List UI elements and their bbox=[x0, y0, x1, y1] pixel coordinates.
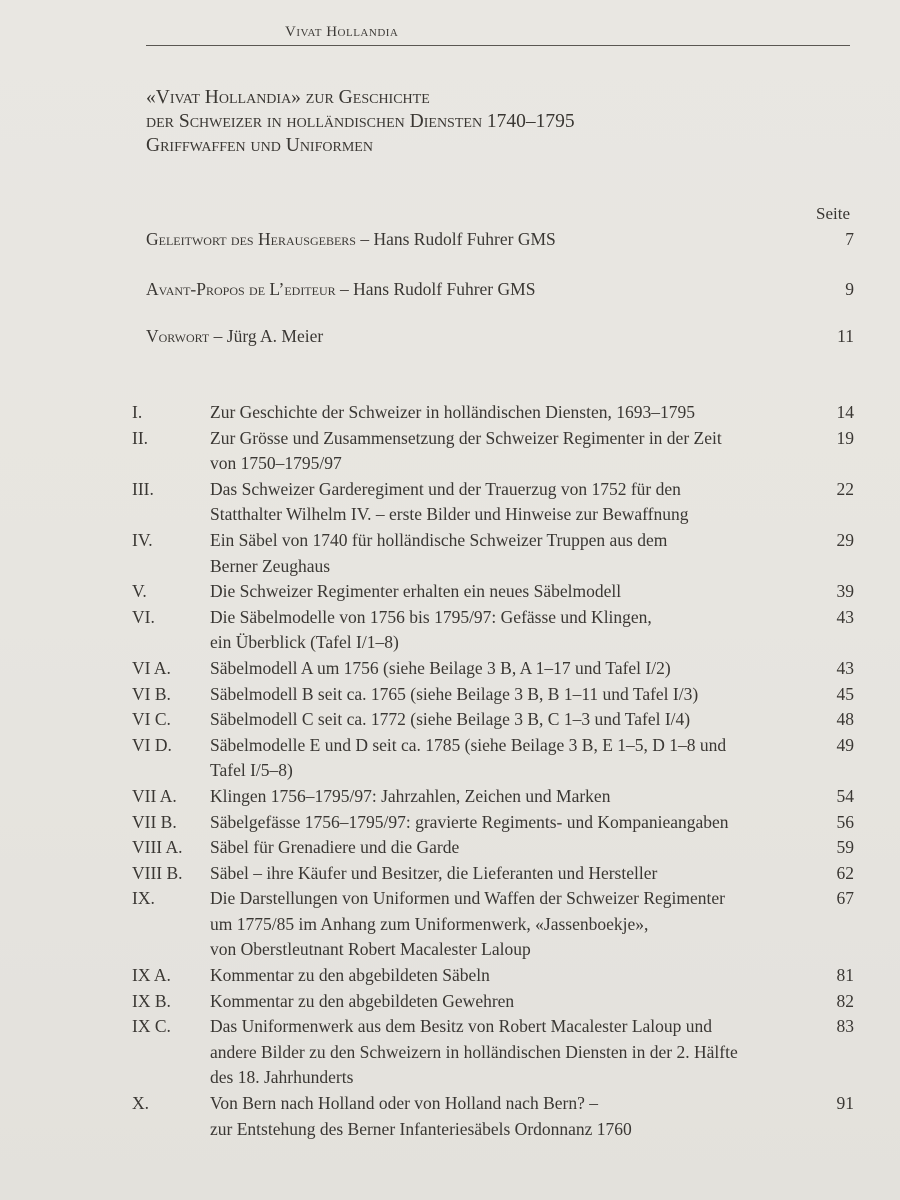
chapter-number: III. bbox=[132, 478, 154, 499]
page-number: 19 bbox=[836, 427, 854, 448]
chapter-number: VI A. bbox=[132, 657, 171, 678]
chapter-title bbox=[210, 1091, 814, 1142]
chapter-number: VIII B. bbox=[132, 862, 183, 883]
page-number: 43 bbox=[836, 606, 854, 627]
front-matter-author: – Hans Rudolf Fuhrer GMS bbox=[335, 279, 536, 299]
page-number: 29 bbox=[836, 529, 854, 550]
page-number: 43 bbox=[836, 657, 854, 678]
chapter-title-line: Berner Zeughaus bbox=[210, 555, 331, 576]
page-number: 62 bbox=[836, 862, 854, 883]
toc-entry bbox=[132, 579, 854, 605]
toc-entry bbox=[132, 477, 854, 528]
toc-entry bbox=[132, 1091, 854, 1142]
chapter-title bbox=[210, 835, 814, 861]
chapter-number: I. bbox=[132, 402, 143, 422]
chapter-title-line: Das Schweizer Garderegiment und der Trauerzug von 1752 für den bbox=[210, 478, 681, 499]
page-column-label: Seite bbox=[816, 204, 850, 223]
chapter-number: II. bbox=[132, 427, 149, 448]
chapter-title-line: Säbelmodell B seit ca. 1765 (siehe Beilage 3 B, B 1–11 und Tafel I/3) bbox=[210, 683, 699, 704]
chapter-title-line: Zur Geschichte der Schweizer in holländischen Diensten, 1693–1795 bbox=[210, 402, 696, 422]
toc-entry bbox=[132, 426, 854, 477]
chapter-title-line: Zur Grösse und Zusammensetzung der Schweizer Regimenter in der Zeit bbox=[210, 427, 722, 448]
chapter-title-line: Säbelmodelle E und D seit ca. 1785 (siehe Beilage 3 B, E 1–5, D 1–8 und bbox=[210, 734, 727, 755]
chapter-number: VIII A. bbox=[132, 837, 183, 858]
chapter-title-line: von 1750–1795/97 bbox=[210, 453, 342, 474]
chapter-number: IX B. bbox=[132, 990, 171, 1011]
chapter-title bbox=[210, 400, 814, 426]
chapter-title-line: Klingen 1756–1795/97: Jahrzahlen, Zeichen und Marken bbox=[210, 785, 611, 806]
front-matter-entry bbox=[146, 326, 854, 347]
book-title bbox=[146, 86, 575, 158]
page-number: 14 bbox=[836, 402, 854, 422]
toc-entry bbox=[132, 605, 854, 656]
chapter-title bbox=[210, 1014, 814, 1091]
chapter-title bbox=[210, 656, 814, 682]
page-number: 9 bbox=[845, 279, 854, 299]
front-matter-title bbox=[146, 279, 535, 300]
chapter-title bbox=[210, 528, 814, 579]
chapter-title-line: Säbel – ihre Käufer und Besitzer, die Lieferanten und Hersteller bbox=[210, 862, 658, 883]
toc-entry bbox=[132, 784, 854, 810]
front-matter-entry bbox=[146, 279, 854, 300]
front-matter-author: – Jürg A. Meier bbox=[209, 326, 324, 346]
front-matter-heading: Geleitwort des Herausgebers bbox=[146, 229, 356, 249]
page-number: 56 bbox=[836, 811, 854, 832]
chapter-title-line: Tafel I/5–8) bbox=[210, 760, 293, 781]
page-number: 82 bbox=[836, 990, 854, 1011]
chapter-title-line: andere Bilder zu den Schweizern in holländischen Diensten in der 2. Hälfte bbox=[210, 1041, 738, 1062]
page-number: 11 bbox=[837, 326, 854, 346]
toc-entry bbox=[132, 400, 854, 426]
chapter-number: VI B. bbox=[132, 683, 171, 704]
chapter-title-line: des 18. Jahrhunderts bbox=[210, 1067, 354, 1088]
front-matter-title bbox=[146, 326, 323, 347]
table-of-contents bbox=[132, 400, 854, 1142]
chapter-number: IX A. bbox=[132, 965, 171, 986]
page-number: 67 bbox=[836, 888, 854, 909]
toc-entry bbox=[132, 707, 854, 733]
chapter-title bbox=[210, 426, 814, 477]
front-matter-author: – Hans Rudolf Fuhrer GMS bbox=[355, 229, 556, 249]
toc-entry bbox=[132, 963, 854, 989]
chapter-title-line: Die Darstellungen von Uniformen und Waffen der Schweizer Regimenter bbox=[210, 888, 726, 909]
chapter-title-line: Ein Säbel von 1740 für holländische Schweizer Truppen aus dem bbox=[210, 529, 668, 550]
chapter-title-line: um 1775/85 im Anhang zum Uniformenwerk, «Jassenboekje», bbox=[210, 913, 649, 934]
chapter-title bbox=[210, 784, 814, 810]
page-number: 54 bbox=[836, 785, 854, 806]
toc-entry bbox=[132, 835, 854, 861]
chapter-title bbox=[210, 579, 814, 605]
toc-entry bbox=[132, 656, 854, 682]
chapter-title bbox=[210, 861, 814, 887]
chapter-number: VII A. bbox=[132, 785, 177, 806]
chapter-number: IV. bbox=[132, 529, 153, 550]
page-number: 59 bbox=[836, 837, 854, 858]
page-number: 81 bbox=[836, 965, 854, 986]
chapter-title-line: ein Überblick (Tafel I/1–8) bbox=[210, 632, 399, 653]
chapter-title-line: Kommentar zu den abgebildeten Gewehren bbox=[210, 990, 515, 1011]
chapter-title-line: Säbelgefässe 1756–1795/97: gravierte Regiments- und Kompanieangaben bbox=[210, 811, 729, 832]
chapter-title bbox=[210, 810, 814, 836]
toc-entry bbox=[132, 1014, 854, 1091]
chapter-title bbox=[210, 886, 814, 963]
toc-entry bbox=[132, 528, 854, 579]
chapter-title-line: Die Säbelmodelle von 1756 bis 1795/97: Gefässe und Klingen, bbox=[210, 606, 652, 627]
chapter-title bbox=[210, 733, 814, 784]
chapter-number: VI C. bbox=[132, 709, 171, 730]
toc-entry bbox=[132, 861, 854, 887]
front-matter-heading: Vorwort bbox=[146, 326, 210, 346]
chapter-title bbox=[210, 605, 814, 656]
chapter-title-line: Säbel für Grenadiere und die Garde bbox=[210, 837, 460, 858]
front-matter-heading: Avant-Propos de L’editeur bbox=[146, 279, 336, 299]
page-number: 39 bbox=[836, 581, 854, 602]
chapter-title-line: Das Uniformenwerk aus dem Besitz von Robert Macalester Laloup und bbox=[210, 1016, 713, 1037]
running-head: Vivat Hollandia bbox=[285, 24, 399, 40]
toc-entry bbox=[132, 810, 854, 836]
page-number: 45 bbox=[836, 683, 854, 704]
page-number: 7 bbox=[845, 229, 854, 249]
chapter-title-line: Statthalter Wilhelm IV. – erste Bilder und Hinweise zur Bewaffnung bbox=[210, 504, 689, 525]
toc-entry bbox=[132, 886, 854, 963]
chapter-title-line: Die Schweizer Regimenter erhalten ein neues Säbelmodell bbox=[210, 581, 622, 602]
page-number: 83 bbox=[836, 1016, 854, 1037]
toc-entry bbox=[132, 989, 854, 1015]
chapter-title-line: Säbelmodell A um 1756 (siehe Beilage 3 B, A 1–17 und Tafel I/2) bbox=[210, 657, 671, 678]
page-number: 22 bbox=[836, 478, 854, 499]
chapter-number: VI D. bbox=[132, 734, 172, 755]
book-title-line: Griffwaffen und Uniformen bbox=[146, 135, 373, 156]
page-number: 48 bbox=[836, 709, 854, 730]
chapter-title-line: Kommentar zu den abgebildeten Säbeln bbox=[210, 965, 490, 986]
book-title-line: der Schweizer in holländischen Diensten 1740–1795 bbox=[146, 111, 575, 132]
chapter-title-line: Von Bern nach Holland oder von Holland nach Bern? – bbox=[210, 1093, 598, 1114]
chapter-number: V. bbox=[132, 581, 147, 602]
front-matter-entry bbox=[146, 229, 854, 250]
chapter-number: IX. bbox=[132, 888, 155, 909]
chapter-number: VII B. bbox=[132, 811, 177, 832]
toc-entry bbox=[132, 682, 854, 708]
header-rule bbox=[146, 45, 850, 46]
toc-entry bbox=[132, 733, 854, 784]
chapter-number: VI. bbox=[132, 606, 155, 627]
chapter-title-line: von Oberstleutnant Robert Macalester Laloup bbox=[210, 939, 531, 960]
page-number: 91 bbox=[836, 1093, 854, 1114]
chapter-title bbox=[210, 682, 814, 708]
book-title-line: «Vivat Hollandia» zur Geschichte bbox=[146, 87, 430, 108]
chapter-title-line: zur Entstehung des Berner Infanteriesäbels Ordonnanz 1760 bbox=[210, 1118, 632, 1139]
front-matter-title bbox=[146, 229, 556, 250]
chapter-title bbox=[210, 477, 814, 528]
chapter-title bbox=[210, 707, 814, 733]
chapter-title bbox=[210, 989, 814, 1015]
page-number: 49 bbox=[836, 734, 854, 755]
chapter-title-line: Säbelmodell C seit ca. 1772 (siehe Beilage 3 B, C 1–3 und Tafel I/4) bbox=[210, 709, 691, 730]
chapter-number: X. bbox=[132, 1093, 150, 1114]
chapter-number: IX C. bbox=[132, 1016, 171, 1037]
chapter-title bbox=[210, 963, 814, 989]
